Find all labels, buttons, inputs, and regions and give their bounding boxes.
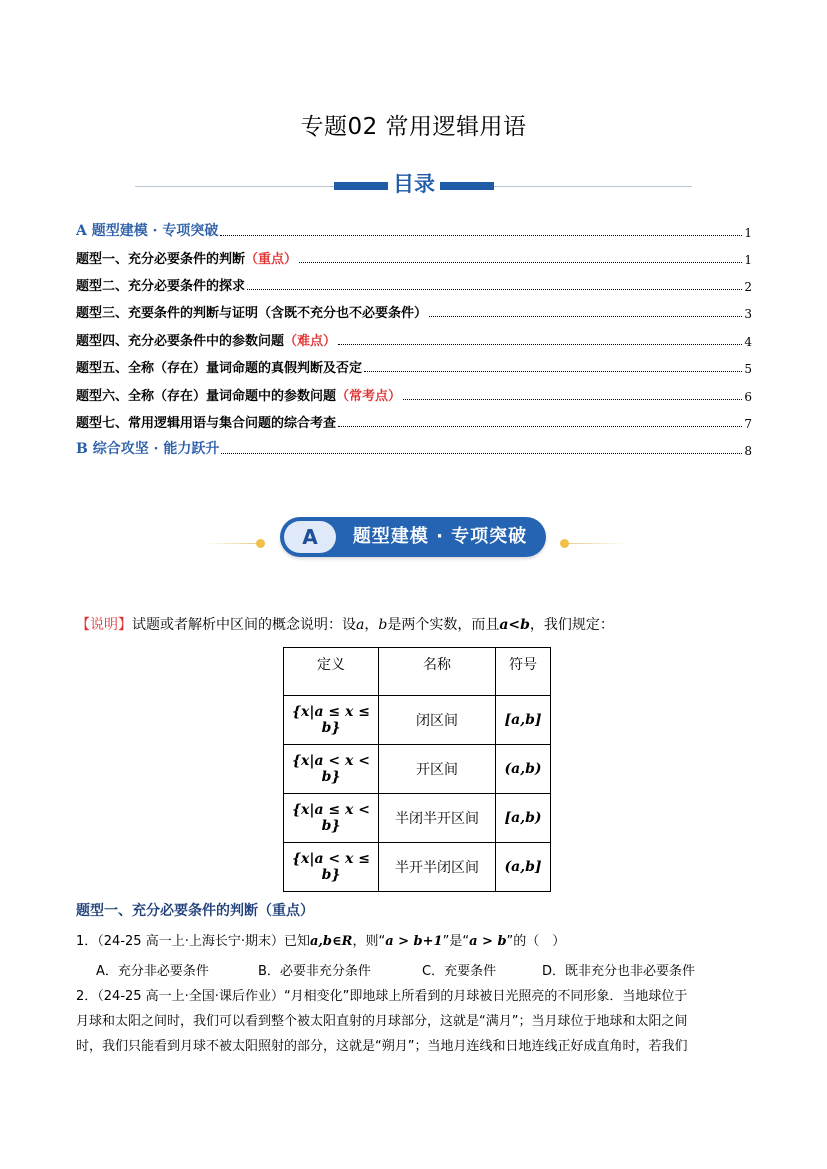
- table-cell: {x|a ≤ x ≤ b}: [284, 696, 379, 745]
- toc-item[interactable]: [76, 220, 752, 240]
- option-c[interactable]: C．充要条件: [422, 964, 497, 979]
- toc-leader: [220, 234, 742, 236]
- toc-item-label: 题型六、全称（存在）量词命题中的参数问题: [76, 389, 337, 404]
- section-banner: [280, 517, 546, 557]
- option-d[interactable]: D．既非充分也非必要条件: [542, 964, 696, 979]
- table-cell: {x|a < x < b}: [284, 745, 379, 794]
- toc-page-number: 8: [744, 444, 752, 458]
- note-label: 【说明】: [76, 617, 132, 633]
- toc-heading: 目录: [393, 172, 435, 196]
- question-text: ，则“: [352, 934, 386, 949]
- math-expression: a > b+1: [385, 934, 443, 949]
- note-text: 试题或者解析中区间的概念说明：设: [132, 617, 356, 633]
- toc-page-number: 3: [744, 307, 752, 321]
- toc-page-number: 1: [744, 253, 752, 267]
- note-text: ，我们规定：: [529, 617, 614, 633]
- question-2: [76, 984, 687, 1059]
- banner-dot-left: [256, 539, 265, 548]
- question-text: 月球和太阳之间时，我们可以看到整个被太阳直射的月球部分，这就是“满月”；当月球位于地球和太阳之间: [76, 1014, 688, 1029]
- toc-item-tag: （难点）: [284, 334, 337, 349]
- banner-line-right: [560, 543, 625, 544]
- toc-item-label: B 综合攻坚 · 能力跃升: [76, 441, 220, 457]
- toc-item-label: A 题型建模 · 专项突破: [76, 223, 219, 239]
- toc-divider-right: [492, 186, 692, 187]
- question-1-options: [96, 960, 695, 979]
- table-row: [284, 794, 551, 843]
- toc-item-label: 题型三、充要条件的判断与证明（含既不充分也不必要条件）: [76, 306, 428, 321]
- question-text: 时，我们只能看到月球不被太阳照射的部分，这就是“朔月”；当地月连线和日地连线正好成直角时，若我们: [76, 1039, 688, 1054]
- toc-page-number: 1: [744, 226, 752, 240]
- table-row: [284, 696, 551, 745]
- option-a[interactable]: A．充分非必要条件: [96, 964, 209, 979]
- table-row: [284, 745, 551, 794]
- toc-leader: [299, 261, 742, 263]
- table-cell: 半闭半开区间: [379, 794, 496, 843]
- question-text: 2．（24-25 高一上·全国·课后作业）“月相变化”即地球上所看到的月球被日光照亮的不同形象．当地球位于: [76, 989, 688, 1004]
- table-cell: 闭区间: [379, 696, 496, 745]
- table-cell: [a,b]: [496, 696, 551, 745]
- toc-item[interactable]: [76, 274, 752, 294]
- table-header-row: [284, 648, 551, 696]
- question-1: [76, 929, 565, 954]
- toc-leader: [338, 343, 742, 345]
- math-expression: a > b: [469, 934, 507, 949]
- toc-item[interactable]: [76, 384, 752, 404]
- toc-item-label: 题型二、充分必要条件的探求: [76, 279, 246, 294]
- question-text: ”是“: [442, 934, 470, 949]
- toc-page-number: 2: [744, 280, 752, 294]
- toc-item-label: 题型四、充分必要条件中的参数问题: [76, 334, 285, 349]
- question-text: （24-25 高一上·上海长宁·期末）已知: [97, 934, 310, 949]
- toc-item[interactable]: [76, 356, 752, 376]
- toc-leader: [429, 315, 742, 317]
- page-title: 专题02 常用逻辑用语: [300, 114, 527, 140]
- interval-table: [283, 647, 551, 892]
- question-text: ”的（ ）: [506, 934, 566, 949]
- toc-item-label: 题型一、充分必要条件的判断: [76, 252, 246, 267]
- toc-leader: [403, 398, 742, 400]
- table-row: [284, 843, 551, 892]
- toc-item[interactable]: [76, 438, 752, 458]
- table-cell: {x|a ≤ x < b}: [284, 794, 379, 843]
- option-b[interactable]: B．必要非充分条件: [258, 964, 371, 979]
- note-text: 是两个实数，而且: [387, 617, 500, 633]
- toc-item[interactable]: [76, 247, 752, 267]
- toc-item[interactable]: [76, 301, 752, 321]
- table-header: 定义: [284, 648, 379, 696]
- toc-leader: [364, 370, 742, 372]
- table-header: 名称: [379, 648, 496, 696]
- math-expression: a<b: [499, 617, 530, 633]
- toc-divider-left: [135, 186, 340, 187]
- toc-item-tag: （重点）: [245, 252, 298, 267]
- section-heading: 题型一、充分必要条件的判断（重点）: [76, 903, 314, 919]
- math-expression: a,b∈R: [309, 934, 353, 949]
- toc-leader: [247, 288, 742, 290]
- table-cell: 开区间: [379, 745, 496, 794]
- toc-item[interactable]: [76, 329, 752, 349]
- note-paragraph: [76, 614, 614, 634]
- table-cell: 半开半闭区间: [379, 843, 496, 892]
- banner-dot-right: [560, 539, 569, 548]
- question-number: 1．: [76, 934, 98, 949]
- banner-title: 题型建模 · 专项突破: [352, 526, 528, 547]
- toc-page-number: 7: [744, 417, 752, 431]
- note-text: ，: [364, 617, 379, 633]
- table-header: 符号: [496, 648, 551, 696]
- toc-leader: [338, 425, 742, 427]
- toc-page-number: 6: [744, 390, 752, 404]
- toc-bar-right: [440, 182, 494, 190]
- toc-item[interactable]: [76, 411, 752, 431]
- math-var: a: [356, 617, 365, 633]
- table-cell: (a,b): [496, 745, 551, 794]
- toc-bar-left: [334, 182, 388, 190]
- table-cell: {x|a < x ≤ b}: [284, 843, 379, 892]
- math-var: b: [378, 617, 388, 633]
- banner-badge: A: [284, 521, 336, 553]
- table-cell: [a,b): [496, 794, 551, 843]
- toc-page-number: 5: [744, 362, 752, 376]
- toc-item-label: 题型七、常用逻辑用语与集合问题的综合考查: [76, 416, 337, 431]
- table-cell: (a,b]: [496, 843, 551, 892]
- toc-page-number: 4: [744, 335, 752, 349]
- toc-item-tag: （常考点）: [336, 389, 402, 404]
- toc-leader: [221, 452, 742, 454]
- toc-item-label: 题型五、全称（存在）量词命题的真假判断及否定: [76, 361, 363, 376]
